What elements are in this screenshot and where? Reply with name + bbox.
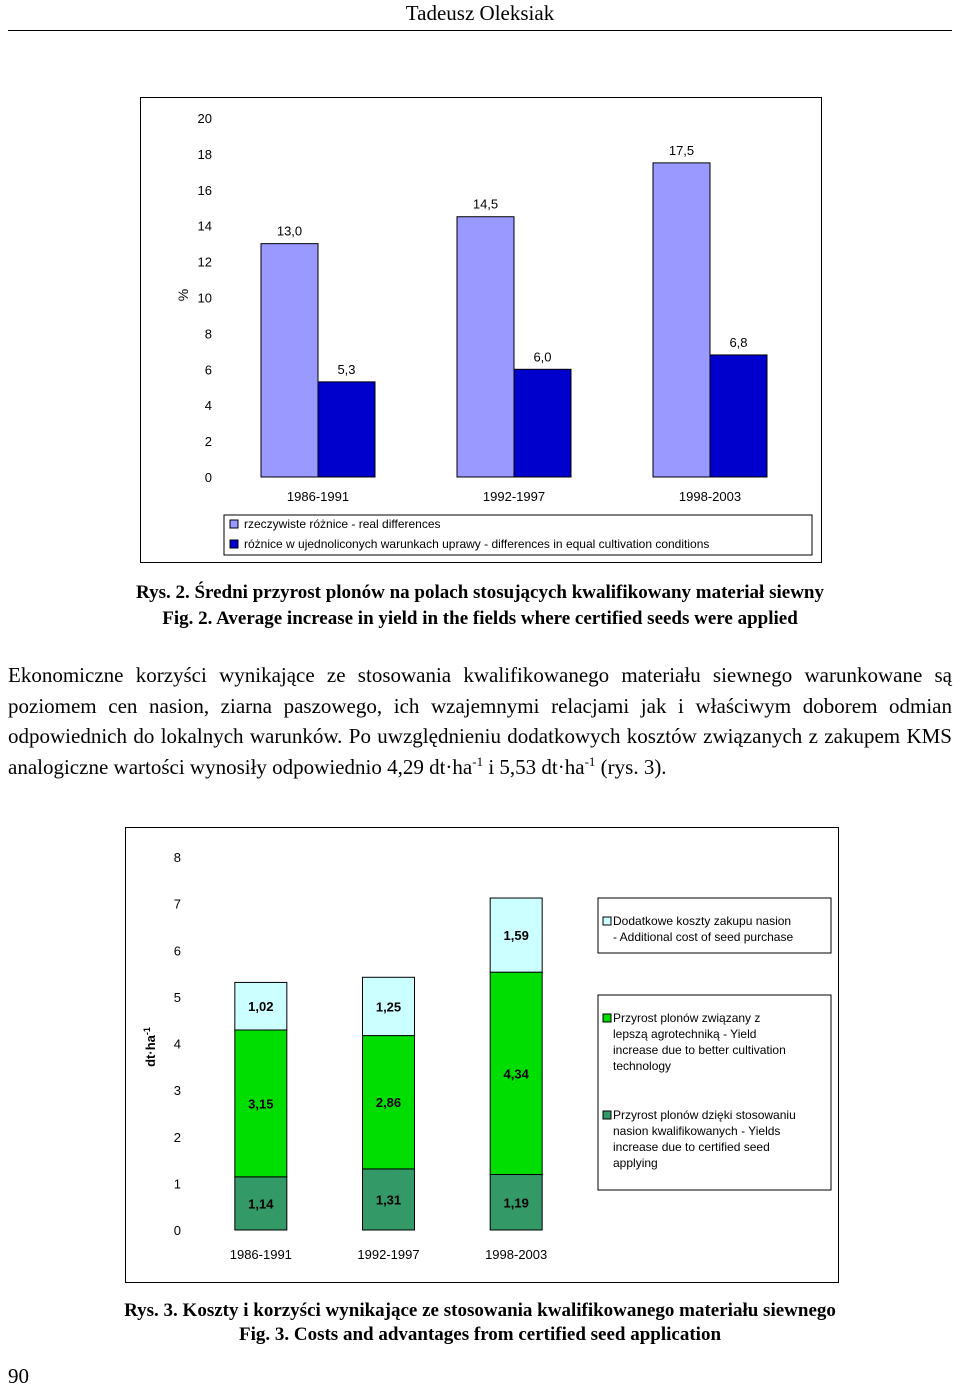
chart-1-svg	[140, 97, 822, 563]
y-tick-label: 1	[173, 1176, 181, 1192]
legend-label: Dodatkowe koszty zakupu nasion	[613, 914, 792, 928]
legend-label: Przyrost plonów związany z	[613, 1011, 761, 1025]
figure-2-caption-en: Fig. 2. Average increase in yield in the fields where certified seeds were applied	[162, 608, 798, 629]
data-label: 1,02	[248, 999, 274, 1015]
data-label: 13,0	[276, 223, 303, 239]
data-label: 5,3	[337, 361, 356, 377]
data-label: 17,5	[668, 142, 695, 158]
data-label: 1,31	[375, 1192, 402, 1208]
data-label: 6,8	[729, 334, 748, 350]
y-tick-label: 18	[197, 146, 212, 162]
paragraph-sup-2: -1	[584, 753, 596, 769]
legend-swatch	[230, 540, 238, 548]
y-tick-label: 3	[173, 1083, 181, 1099]
legend-label: lepszą agrotechniką - Yield	[613, 1027, 757, 1041]
y-tick-label: 5	[173, 989, 181, 1005]
y-tick-label: 20	[197, 111, 212, 126]
y-tick-label: 6	[173, 943, 181, 959]
y-tick-label: 16	[197, 182, 212, 198]
figure-3-caption-en: Fig. 3. Costs and advantages from certified seed application	[238, 1324, 722, 1345]
legend-label: rzeczywiste różnice - real differences	[244, 517, 441, 531]
x-tick-label: 1998-2003	[678, 489, 742, 504]
x-tick-label: 1998-2003	[485, 1247, 548, 1262]
header-rule	[8, 30, 952, 31]
y-tick-label: 8	[204, 326, 212, 342]
y-tick-label: 8	[173, 850, 181, 865]
bar	[514, 369, 571, 477]
y-tick-label: 0	[173, 1223, 181, 1238]
legend-label: increase due to better cultivation	[613, 1043, 786, 1057]
y-tick-label: 14	[197, 218, 212, 234]
legend-label: applying	[613, 1156, 658, 1170]
x-tick-label: 1986-1991	[286, 489, 350, 504]
legend-label: increase due to certified seed	[613, 1140, 770, 1154]
legend-label: różnice w ujednoliconych warunkach uprawy - differences in equal cultivation conditions	[244, 537, 710, 551]
data-label: 1,59	[503, 928, 529, 944]
legend-swatch	[603, 1111, 611, 1119]
data-label: 14,5	[472, 196, 499, 212]
y-tick-label: 10	[197, 290, 212, 306]
y-tick-label: 2	[204, 434, 212, 450]
paragraph-sup-1: -1	[472, 753, 484, 769]
y-axis-label: %	[175, 288, 191, 302]
bar	[457, 217, 514, 477]
legend-label: Przyrost plonów dzięki stosowaniu	[613, 1108, 796, 1122]
x-tick-label: 1992-1997	[357, 1247, 420, 1262]
legend-swatch	[603, 1014, 611, 1022]
bar	[710, 355, 767, 477]
y-tick-label: 0	[204, 470, 212, 485]
figure-3-chart	[125, 827, 839, 1283]
y-tick-label: 2	[173, 1129, 181, 1145]
data-label: 4,34	[503, 1066, 529, 1082]
body-paragraph	[8, 660, 952, 782]
figure-3-caption-pl: Rys. 3. Koszty i korzyści wynikające ze stosowania kwalifikowanego materiału siewnego	[124, 1300, 836, 1321]
page-number: 90	[8, 1364, 29, 1388]
y-tick-label: 6	[204, 362, 212, 378]
data-label: 1,19	[503, 1195, 529, 1211]
legend-swatch	[603, 917, 611, 925]
paragraph-text-1: Ekonomiczne korzyści wynikające ze stosowania kwalifikowanego materiału siewnego warunkowane są poziomem cen nasion, ziarna paszowego, ich wzajemnymi relacjami jak i właściwym doborem odmian odpowiednich do lokalnych warunków. Po uwzględnieniu dodatkowych kosztów związanych z zakupem KMS analogiczne wartości wynosiły odpowiednio 4,29 dt·ha	[8, 663, 952, 779]
data-label: 6,0	[533, 349, 552, 365]
bar	[318, 382, 375, 477]
x-tick-label: 1986-1991	[229, 1247, 292, 1262]
chart-2-svg	[125, 827, 839, 1283]
running-header: Tadeusz Oleksiak	[405, 1, 555, 25]
y-axis-label: $dt\cdot ha^{-1}$	[142, 1027, 158, 1067]
data-label: 3,15	[248, 1096, 274, 1112]
x-tick-label: 1992-1997	[482, 489, 546, 504]
legend-label: - Additional cost of seed purchase	[613, 930, 794, 944]
data-label: 1,25	[375, 999, 402, 1015]
y-tick-label: 4	[173, 1036, 181, 1052]
y-tick-label: 4	[204, 398, 212, 414]
legend-label: nasion kwalifikowanych - Yields	[613, 1124, 781, 1138]
paragraph-text-3: (rys. 3).	[595, 754, 667, 779]
legend-swatch	[230, 520, 238, 528]
data-label: 2,86	[375, 1095, 402, 1111]
data-label: 1,14	[248, 1196, 274, 1212]
y-tick-label: 12	[197, 254, 212, 270]
bar	[261, 244, 318, 477]
legend-label: technology	[613, 1059, 672, 1073]
bar	[653, 163, 710, 477]
figure-2-caption-pl: Rys. 2. Średni przyrost plonów na polach stosujących kwalifikowany materiał siewny	[136, 582, 824, 603]
paragraph-text-2: i 5,53 dt·ha	[483, 754, 585, 779]
figure-2-chart	[140, 97, 822, 563]
y-tick-label: 7	[173, 896, 181, 912]
